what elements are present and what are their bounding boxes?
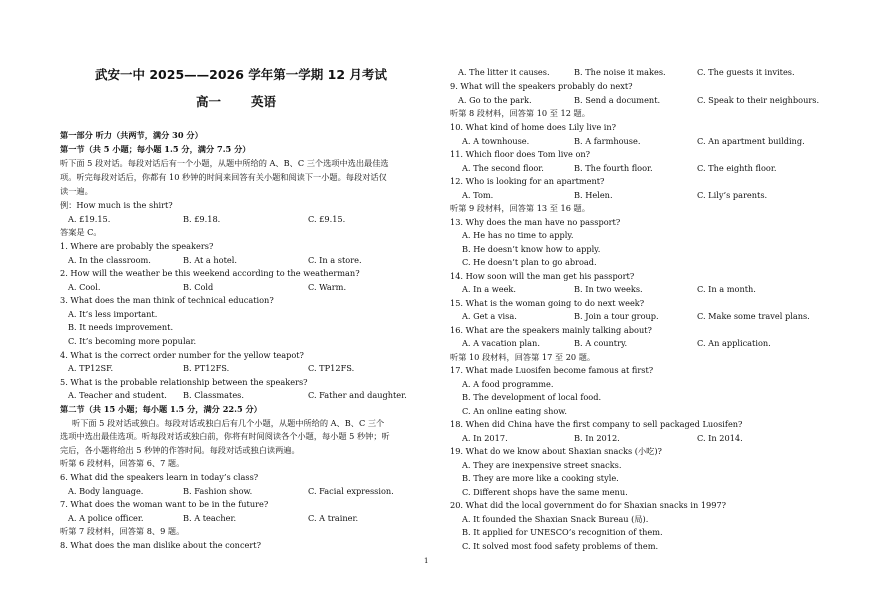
q18-option-b: B. In 2012. — [574, 433, 620, 443]
q7-option-a: A. A police officer. — [68, 513, 144, 523]
q17-option-c: C. An online eating show. — [462, 406, 567, 416]
q6-option-b: B. Fashion show. — [183, 486, 253, 496]
q15-option-b: B. Join a tour group. — [574, 311, 659, 321]
section1-instruction-2: 项。听完每段对话后，你都有 10 秒钟的时间来回答有关小题和阅读下一小题。每段对话仅 — [60, 172, 387, 182]
q3-option-a: A. It’s less important. — [68, 309, 158, 319]
q5-option-a: A. Teacher and student. — [68, 390, 167, 400]
section1-heading: 第一节（共 5 小题；每小题 1.5 分，满分 7.5 分） — [60, 144, 251, 154]
example-option-a: A. £19.15. — [68, 214, 111, 224]
q2-option-b: B. Cold — [183, 282, 214, 292]
section2-heading: 第二节（共 15 小题；每小题 1.5 分，满分 22.5 分） — [60, 404, 262, 414]
material-10-prompt: 听第 10 段材料，回答第 17 至 20 题。 — [450, 352, 596, 362]
exam-title: 武安一中 2025——2026 学年第一学期 12 月考试 — [95, 67, 387, 82]
section2-instruction-3: 完后，各小题将给出 5 秒钟的作答时间。每段对话或独白读两遍。 — [60, 445, 300, 455]
q15-option-a: A. Get a visa. — [462, 311, 517, 321]
question-18: 18. When did China have the first company to sell packaged Luosifen? — [450, 419, 743, 429]
q20-option-b: B. It applied for UNESCO’s recognition of them. — [462, 527, 663, 537]
q5-option-c: C. Father and daughter. — [308, 390, 407, 400]
q9-option-b: B. Send a document. — [574, 95, 661, 105]
q5-option-b: B. Classmates. — [183, 390, 244, 400]
q13-option-a: A. He has no time to apply. — [462, 230, 574, 240]
q16-option-c: C. An application. — [697, 338, 771, 348]
q11-option-a: A. The second floor. — [462, 163, 544, 173]
material-9-prompt: 听第 9 段材料，回答第 13 至 16 题。 — [450, 203, 590, 213]
q2-option-a: A. Cool. — [68, 282, 101, 292]
left-column — [0, 0, 430, 614]
q20-option-a: A. It founded the Shaxian Snack Bureau (局). — [462, 514, 649, 524]
example-option-c: C. £9.15. — [308, 214, 346, 224]
q16-option-b: B. A country. — [574, 338, 628, 348]
example-option-b: B. £9.18. — [183, 214, 221, 224]
q3-option-c: C. It’s becoming more popular. — [68, 336, 197, 346]
page-number: 1 — [424, 557, 429, 565]
q13-option-c: C. He doesn’t plan to go abroad. — [462, 257, 597, 267]
q7-option-c: C. A trainer. — [308, 513, 359, 523]
q12-option-b: B. Helen. — [574, 190, 613, 200]
question-17: 17. What made Luosifen become famous at first? — [450, 365, 654, 375]
q11-option-b: B. The fourth floor. — [574, 163, 653, 173]
q19-option-c: C. Different shops have the same menu. — [462, 487, 628, 497]
q8-option-a: A. The litter it causes. — [458, 67, 550, 77]
section1-instruction-1: 听下面 5 段对话。每段对话后有一个小题，从题中所给的 A、B、C 三个选项中选出最佳选 — [60, 158, 389, 168]
question-20: 20. What did the local government do for Shaxian snacks in 1997? — [450, 500, 727, 510]
q9-option-c: C. Speak to their neighbours. — [697, 95, 820, 105]
q1-option-c: C. In a store. — [308, 255, 362, 265]
q19-option-a: A. They are inexpensive street snacks. — [462, 460, 622, 470]
q20-option-c: C. It solved most food safety problems of them. — [462, 541, 659, 551]
material-7-prompt: 听第 7 段材料，回答第 8、9 题。 — [60, 526, 185, 536]
q1-option-a: A. In the classroom. — [68, 255, 151, 265]
grade-label: 高一 — [196, 94, 222, 109]
q14-option-a: A. In a week. — [462, 284, 516, 294]
subject-label: 英语 — [251, 94, 277, 109]
q10-option-a: A. A townhouse. — [462, 136, 530, 146]
q8-option-b: B. The noise it makes. — [574, 67, 666, 77]
question-7: 7. What does the woman want to be in the future? — [60, 499, 269, 509]
q12-option-a: A. Tom. — [462, 190, 494, 200]
example-answer: 答案是 C。 — [60, 227, 102, 237]
question-12: 12. Who is looking for an apartment? — [450, 176, 605, 186]
q19-option-b: B. They are more like a cooking style. — [462, 473, 619, 483]
q12-option-c: C. Lily’s parents. — [697, 190, 768, 200]
question-9: 9. What will the speakers probably do next? — [450, 81, 633, 91]
section2-instruction-2: 选项中选出最佳选项。听每段对话或独白前，你将有时间阅读各个小题，每小题 5 秒钟；听 — [60, 431, 390, 441]
q7-option-b: B. A teacher. — [183, 513, 237, 523]
q1-option-b: B. At a hotel. — [183, 255, 237, 265]
q13-option-b: B. He doesn’t know how to apply. — [462, 244, 601, 254]
question-1: 1. Where are probably the speakers? — [60, 241, 214, 251]
question-2: 2. How will the weather be this weekend according to the weatherman? — [60, 268, 360, 278]
q17-option-a: A. A food programme. — [462, 379, 554, 389]
question-14: 14. How soon will the man get his passport? — [450, 271, 635, 281]
right-column — [440, 0, 870, 614]
example-question: 例：How much is the shirt? — [60, 200, 173, 210]
q4-option-a: A. TP12SF. — [68, 363, 114, 373]
q10-option-c: C. An apartment building. — [697, 136, 805, 146]
q18-option-c: C. In 2014. — [697, 433, 743, 443]
q18-option-a: A. In 2017. — [462, 433, 508, 443]
q6-option-c: C. Facial expression. — [308, 486, 394, 496]
question-16: 16. What are the speakers mainly talking about? — [450, 325, 652, 335]
q9-option-a: A. Go to the park. — [458, 95, 532, 105]
q4-option-b: B. PT12FS. — [183, 363, 230, 373]
question-11: 11. Which floor does Tom live on? — [450, 149, 591, 159]
section2-instruction-1: 听下面 5 段对话或独白。每段对话或独白后有几个小题，从题中所给的 A、B、C 三个 — [72, 418, 385, 428]
question-13: 13. Why does the man have no passport? — [450, 217, 621, 227]
material-6-prompt: 听第 6 段材料，回答第 6、7 题。 — [60, 458, 185, 468]
q6-option-a: A. Body language. — [68, 486, 144, 496]
material-8-prompt: 听第 8 段材料，回答第 10 至 12 题。 — [450, 108, 590, 118]
question-10: 10. What kind of home does Lily live in? — [450, 122, 617, 132]
q10-option-b: B. A farmhouse. — [574, 136, 641, 146]
q3-option-b: B. It needs improvement. — [68, 322, 174, 332]
q16-option-a: A. A vacation plan. — [462, 338, 540, 348]
question-19: 19. What do we know about Shaxian snacks (小吃)? — [450, 446, 662, 456]
question-3: 3. What does the man think of technical education? — [60, 295, 274, 305]
q14-option-c: C. In a month. — [697, 284, 756, 294]
section1-instruction-3: 读一遍。 — [60, 186, 93, 196]
q14-option-b: B. In two weeks. — [574, 284, 643, 294]
q15-option-c: C. Make some travel plans. — [697, 311, 810, 321]
question-15: 15. What is the woman going to do next week? — [450, 298, 645, 308]
part1-heading: 第一部分 听力（共两节，满分 30 分） — [60, 130, 203, 140]
question-8: 8. What does the man dislike about the concert? — [60, 540, 261, 550]
question-6: 6. What did the speakers learn in today’s class? — [60, 472, 259, 482]
question-4: 4. What is the correct order number for the yellow teapot? — [60, 350, 304, 360]
q8-option-c: C. The guests it invites. — [697, 67, 795, 77]
question-5: 5. What is the probable relationship between the speakers? — [60, 377, 308, 387]
q4-option-c: C. TP12FS. — [308, 363, 355, 373]
q11-option-c: C. The eighth floor. — [697, 163, 777, 173]
q17-option-b: B. The development of local food. — [462, 392, 602, 402]
q2-option-c: C. Warm. — [308, 282, 347, 292]
